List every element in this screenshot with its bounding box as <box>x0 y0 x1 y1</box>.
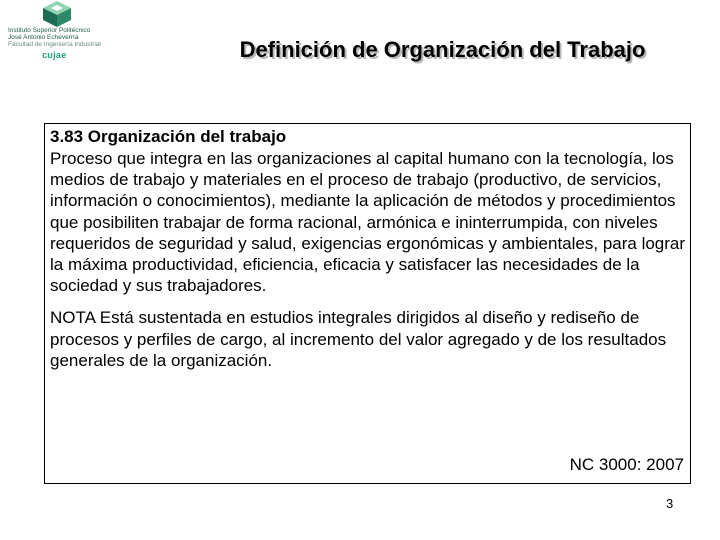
logo-wordmark: cujae <box>42 50 67 60</box>
logo-text-line: Instituto Superior Politécnico <box>8 27 91 34</box>
cube-logo-icon <box>40 0 74 28</box>
page-number: 3 <box>666 496 674 511</box>
definition-title: 3.83 Organización del trabajo <box>50 127 287 146</box>
logo-text-line: Facultad de Ingeniería Industrial <box>8 41 101 48</box>
slide-title: Definición de Organización del Trabajo <box>239 37 646 62</box>
institution-logo <box>4 0 144 62</box>
standard-reference: NC 3000: 2007 <box>569 455 684 474</box>
definition-box <box>44 123 691 484</box>
definition-note: NOTA Está sustentada en estudios integrales dirigidos al diseño y rediseño de procesos y perfiles de cargo, al incremento del valor agregado y de los resultados generales de la organización. <box>50 308 667 370</box>
logo-text-line: José Antonio Echeverría <box>8 34 79 41</box>
definition-body: Proceso que integra en las organizaciones al capital humano con la tecnología, los medios de trabajo y materiales en el proceso de trabajo (productivo, de servicios, información o conocimientos), mediante la aplicación de métodos y procedimientos que posibiliten trabajar de forma racional, armónica e ininterrumpida, con niveles requeridos de seguridad y salud, exigencias ergonómicas y ambientales, para lograr la máxima productividad, eficiencia, eficacia y satisfacer las necesidades de la sociedad y sus trabajadores. <box>50 149 686 296</box>
